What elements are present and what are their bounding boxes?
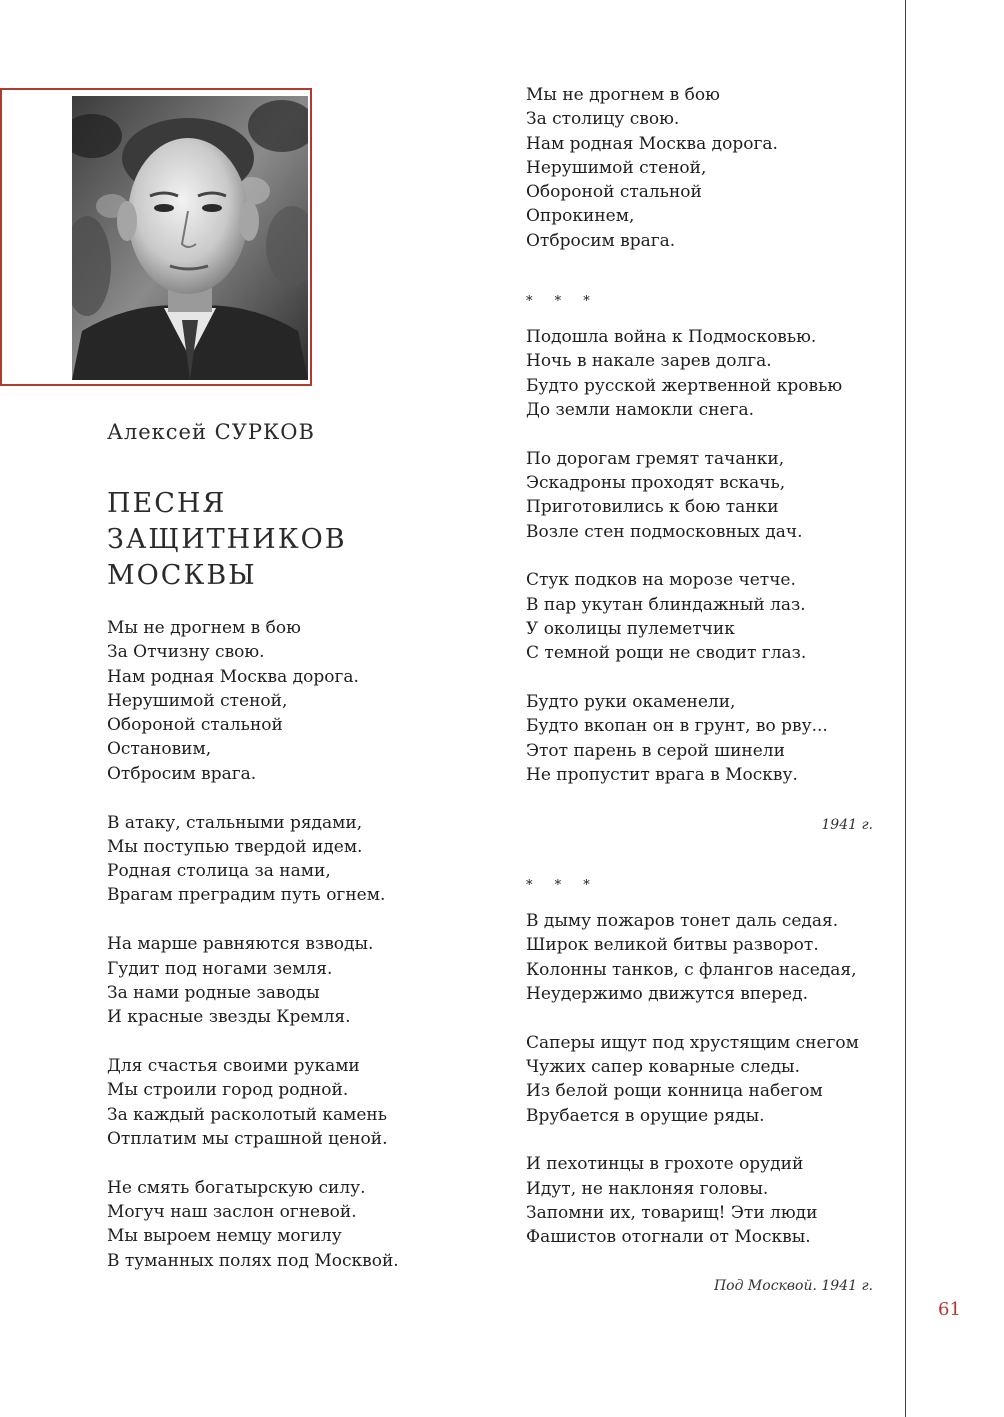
verse-line: Идут, не наклоняя головы.: [526, 1178, 769, 1199]
verse-line: Ночь в накале зарев долга.: [526, 351, 772, 372]
poem-second: [526, 325, 842, 787]
verse-line: И красные звезды Кремля.: [107, 1007, 351, 1028]
author-portrait: [72, 96, 308, 380]
verse-line: На марше равняются взводы.: [107, 934, 374, 955]
verse-line: Эскадроны проходят вскачь,: [526, 472, 786, 493]
page-number: 61: [938, 1299, 961, 1320]
verse-line: Саперы ищут под хрустящим снегом: [526, 1032, 859, 1053]
verse-line: Обороной стальной: [526, 182, 702, 203]
verse-line: Будто вкопан он в грунт, во рву...: [526, 716, 828, 737]
verse-line: Подошла война к Подмосковью.: [526, 327, 817, 347]
stanza: [526, 690, 842, 787]
stanza: [526, 568, 842, 665]
verse-line: Мы не дрогнем в бою: [107, 618, 301, 638]
verse-line: Приготовились к бою танки: [526, 497, 779, 518]
verse-line: Колонны танков, с флангов наседая,: [526, 959, 857, 980]
stanza: [526, 325, 842, 422]
verse-line: Будто руки окаменели,: [526, 692, 736, 713]
author-name: Алексей СУРКОВ: [107, 420, 315, 444]
verse-line: Нерушимой стеной,: [526, 157, 707, 178]
verse-line: За каждый расколотый камень: [107, 1104, 387, 1125]
verse-line: Врубается в орущие ряды.: [526, 1105, 765, 1126]
verse-line: Фашистов отогнали от Москвы.: [526, 1227, 811, 1248]
verse-line: У околицы пулеметчик: [526, 618, 735, 639]
verse-line: В пар укутан блиндажный лаз.: [526, 594, 806, 615]
stanza: [107, 1176, 399, 1273]
verse-line: Широк великой битвы разворот.: [526, 935, 819, 956]
verse-line: Отбросим врага.: [526, 230, 676, 251]
verse-line: В дыму пожаров тонет даль седая.: [526, 911, 839, 931]
poem-date: 1941 г.: [821, 817, 873, 833]
verse-line: Будто русской жертвенной кровью: [526, 375, 843, 396]
author-photo-frame: [0, 88, 312, 386]
verse-line: Отбросим врага.: [107, 763, 257, 784]
verse-line: Врагам преградим путь огнем.: [107, 885, 386, 906]
verse-line: За столицу свою.: [526, 109, 680, 130]
verse-line: Остановим,: [107, 739, 212, 760]
verse-line: Для счастья своими руками: [107, 1055, 360, 1076]
verse-line: И пехотинцы в грохоте орудий: [526, 1154, 804, 1175]
section-separator: * * *: [526, 878, 599, 893]
verse-line: За нами родные заводы: [107, 982, 320, 1003]
verse-line: Нам родная Москва дорога.: [526, 133, 778, 154]
verse-line: Родная столица за нами,: [107, 861, 331, 882]
stanza: [107, 616, 399, 786]
poem-date-place: Под Москвой. 1941 г.: [713, 1278, 873, 1294]
verse-line: Стук подков на морозе четче.: [526, 570, 796, 591]
verse-line: Нерушимой стеной,: [107, 690, 288, 711]
verse-line: Чужих сапер коварные следы.: [526, 1056, 800, 1077]
stanza: [107, 811, 399, 908]
stanza: [107, 1054, 399, 1151]
verse-line: Этот парень в серой шинели: [526, 740, 785, 761]
verse-line: По дорогам гремят тачанки,: [526, 448, 785, 469]
verse-line: Мы не дрогнем в бою: [526, 85, 720, 105]
verse-line: Мы поступью твердой идем.: [107, 836, 363, 857]
verse-line: Мы выроем немцу могилу: [107, 1226, 342, 1247]
verse-line: Могуч наш заслон огневой.: [107, 1201, 357, 1222]
poem-left-column: [107, 616, 399, 1273]
verse-line: Мы строили город родной.: [107, 1080, 349, 1101]
verse-line: Из белой рощи конница набегом: [526, 1081, 823, 1102]
stanza: [526, 1031, 859, 1128]
margin-rule: [905, 0, 906, 1417]
poem-right-refrain: [526, 83, 778, 253]
verse-line: Обороной стальной: [107, 715, 283, 736]
verse-line: Не пропустит врага в Москву.: [526, 764, 798, 785]
title-line: ПЕСНЯ: [107, 488, 227, 519]
verse-line: Нам родная Москва дорога.: [107, 666, 359, 687]
poem-third: [526, 909, 859, 1250]
section-separator: * * *: [526, 294, 599, 309]
verse-line: В атаку, стальными рядами,: [107, 812, 363, 833]
verse-line: С темной рощи не сводит глаз.: [526, 643, 807, 664]
poem-title: [107, 486, 347, 594]
verse-line: В туманных полях под Москвой.: [107, 1250, 399, 1271]
verse-line: Запомни их, товарищ! Эти люди: [526, 1202, 818, 1223]
verse-line: Возле стен подмосковных дач.: [526, 521, 803, 542]
verse-line: Отплатим мы страшной ценой.: [107, 1128, 388, 1149]
portrait-illustration: [72, 96, 308, 380]
verse-line: Не смять богатырскую силу.: [107, 1177, 366, 1198]
verse-line: Гудит под ногами земля.: [107, 958, 333, 979]
stanza: [526, 1152, 859, 1249]
verse-line: За Отчизну свою.: [107, 642, 265, 663]
verse-line: До земли намокли снега.: [526, 399, 754, 420]
title-line: МОСКВЫ: [107, 560, 257, 591]
title-line: ЗАЩИТНИКОВ: [107, 524, 347, 555]
stanza: [107, 932, 399, 1029]
stanza: [526, 447, 842, 544]
verse-line: Неудержимо движутся вперед.: [526, 983, 808, 1004]
stanza: [526, 83, 778, 253]
stanza: [526, 909, 859, 1006]
verse-line: Опрокинем,: [526, 206, 635, 227]
